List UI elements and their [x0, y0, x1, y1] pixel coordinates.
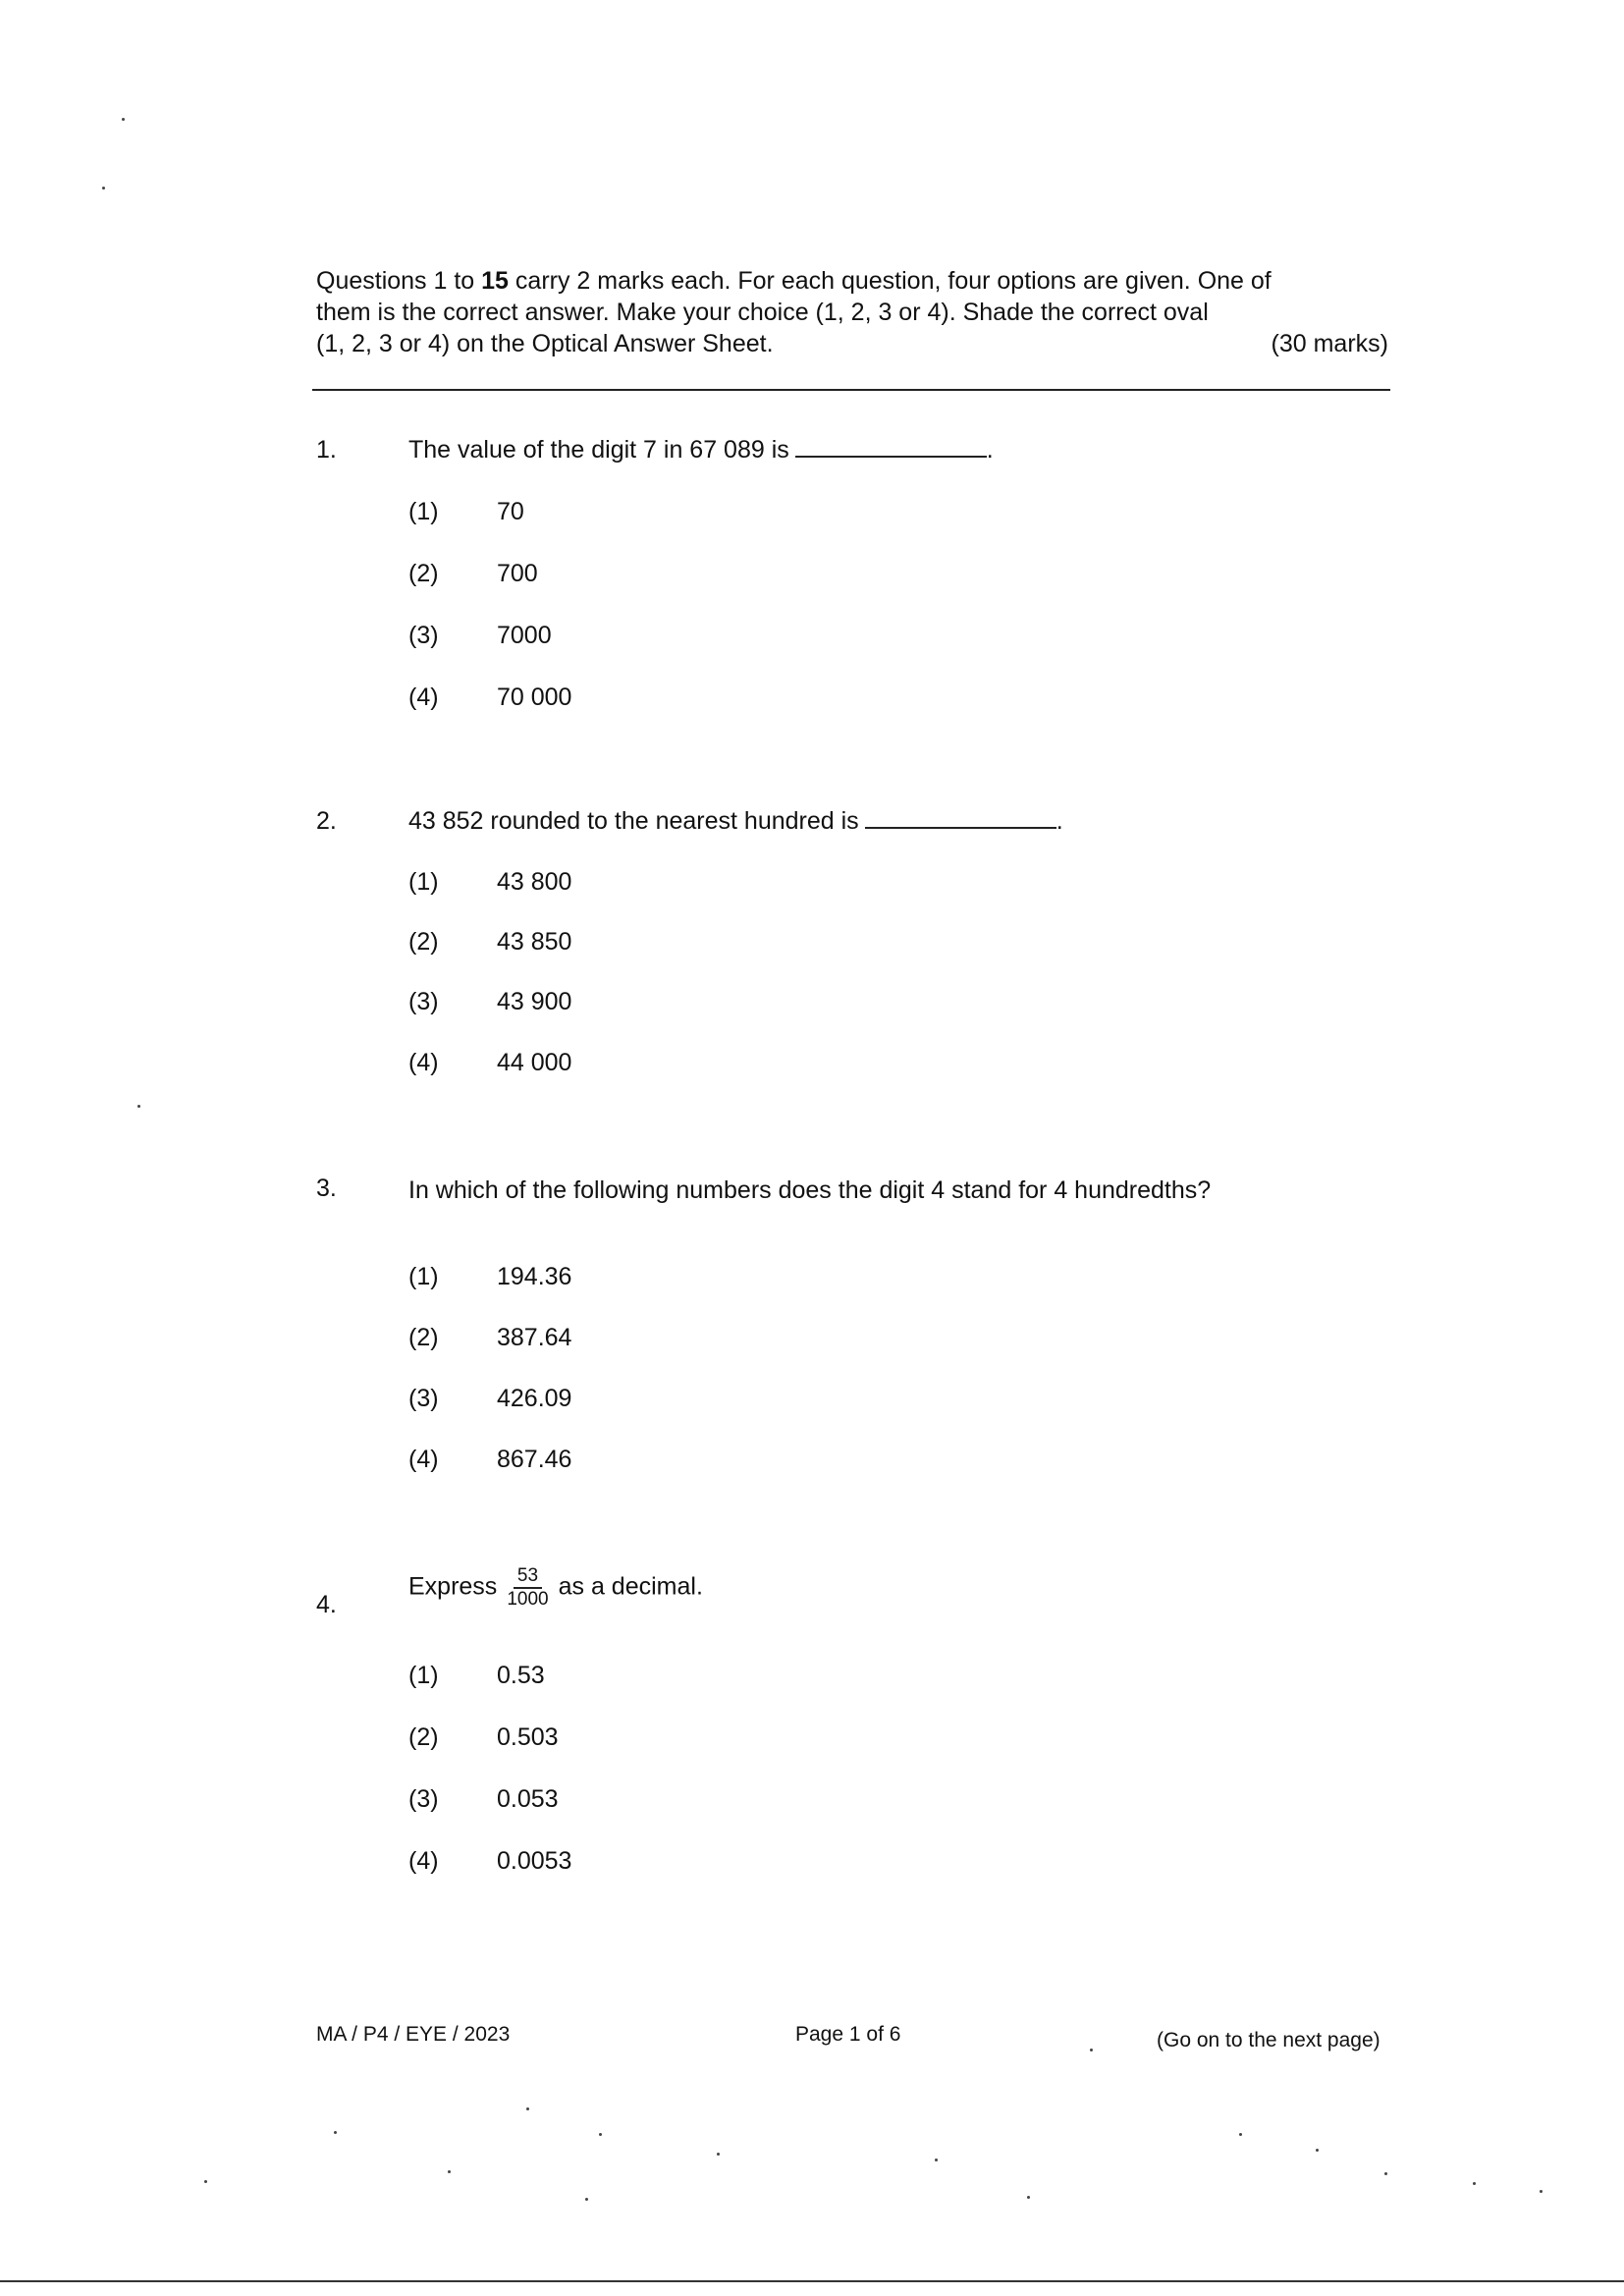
page-number: Page 1 of 6 — [795, 2023, 901, 2046]
question-text: 43 852 rounded to the nearest hundred is . — [408, 807, 1063, 835]
instructions-line-3: (1, 2, 3 or 4) on the Optical Answer Sheet. (30 marks) — [316, 330, 1388, 357]
option-label: (4) — [408, 683, 439, 711]
option-value: 0.503 — [497, 1723, 559, 1751]
next-page-note: (Go on to the next page) — [1157, 2029, 1380, 2051]
answer-blank — [795, 436, 987, 458]
option-value: 387.64 — [497, 1324, 572, 1351]
option-label: (2) — [408, 1324, 439, 1351]
fraction — [503, 1565, 552, 1611]
question-text: Express $\frac{53}{1000}$ as a decimal. — [408, 1565, 703, 1610]
question-number: 1. — [316, 436, 337, 464]
option-label: (2) — [408, 1723, 439, 1751]
option-value: 700 — [497, 560, 538, 587]
option-value: 70 000 — [497, 683, 572, 711]
option-label: (3) — [408, 988, 439, 1015]
option-label: (3) — [408, 622, 439, 649]
instructions — [316, 265, 1388, 359]
option-value: 0.53 — [497, 1662, 545, 1689]
question-number: 2. — [316, 807, 337, 835]
option-label: (2) — [408, 928, 439, 956]
option-value: 194.36 — [497, 1263, 572, 1290]
option-label: (1) — [408, 498, 439, 525]
option-value: 70 — [497, 498, 524, 525]
option-label: (1) — [408, 868, 439, 896]
option-value: 0.053 — [497, 1785, 559, 1813]
option-value: 44 000 — [497, 1049, 572, 1076]
fraction-denominator: 1000 — [507, 1589, 549, 1610]
option-label: (1) — [408, 1662, 439, 1689]
option-label: (3) — [408, 1385, 439, 1412]
option-label: (2) — [408, 560, 439, 587]
option-label: (4) — [408, 1446, 439, 1473]
question-number: 3. — [316, 1175, 337, 1202]
header-divider — [312, 389, 1390, 391]
answer-blank — [865, 807, 1056, 829]
option-value: 7000 — [497, 622, 552, 649]
option-label: (4) — [408, 1049, 439, 1076]
option-value: 0.0053 — [497, 1847, 572, 1875]
option-value: 43 800 — [497, 868, 572, 896]
option-value: 43 850 — [497, 928, 572, 956]
option-value: 426.09 — [497, 1385, 572, 1412]
page-bottom-edge — [0, 2280, 1624, 2282]
option-label: (3) — [408, 1785, 439, 1813]
question-text: The value of the digit 7 in 67 089 is . — [408, 436, 994, 464]
option-label: (1) — [408, 1263, 439, 1290]
option-label: (4) — [408, 1847, 439, 1875]
fraction-numerator: 53 — [514, 1565, 542, 1589]
question-number: 4. — [316, 1591, 337, 1618]
paper-code: MA / P4 / EYE / 2023 — [316, 2023, 511, 2046]
option-value: 43 900 — [497, 988, 572, 1015]
question-text: In which of the following numbers does the digit 4 stand for 4 hundredths? — [408, 1176, 1212, 1204]
instructions-line-2: them is the correct answer. Make your choice (1, 2, 3 or 4). Shade the correct oval — [316, 299, 1209, 326]
instructions-line-1: Questions 1 to 15 carry 2 marks each. For each question, four options are given. One of — [316, 267, 1272, 295]
option-value: 867.46 — [497, 1446, 572, 1473]
marks-total: (30 marks) — [1271, 330, 1388, 357]
